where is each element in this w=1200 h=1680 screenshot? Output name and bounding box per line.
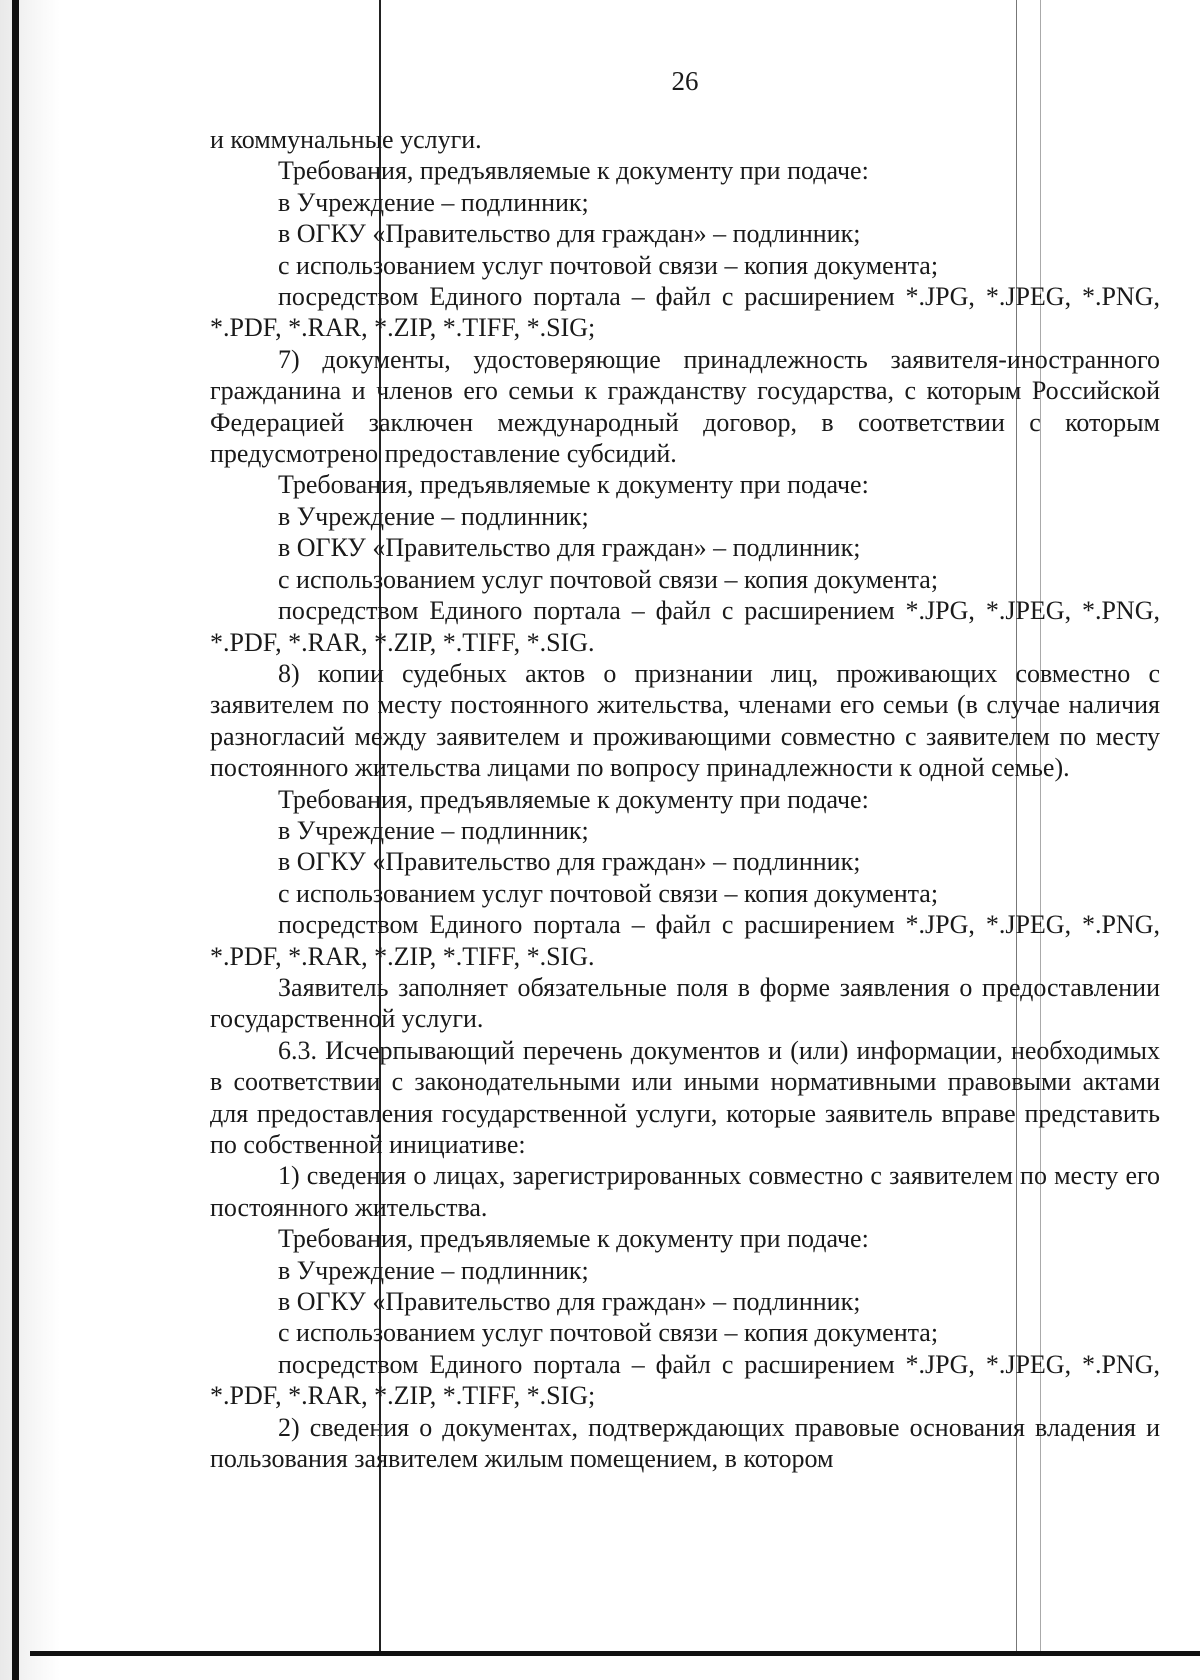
paragraph: Требования, предъявляемые к документу при подаче:: [278, 784, 869, 814]
paragraph: и коммунальные услуги.: [210, 125, 482, 154]
paragraph: с использованием услуг почтовой связи – копия документа;: [278, 878, 939, 908]
paragraph: с использованием услуг почтовой связи – копия документа;: [278, 1318, 939, 1348]
paragraph: Требования, предъявляемые к документу при подаче:: [278, 470, 869, 500]
paragraph: в Учреждение – подлинник;: [278, 815, 589, 845]
paragraph: 7) документы, удостоверяющие принадлежность заявителя-иностранного гражданина и членов его семьи к гражданству государства, с которым Российской Федерацией заключен международный договор, в соответствии с которым предусмотрено предоставление субсидий.: [210, 344, 1160, 469]
paragraph: Требования, предъявляемые к документу при подаче:: [278, 156, 869, 186]
scan-bottom-edge: [30, 1651, 1200, 1656]
paragraph: Требования, предъявляемые к документу при подаче:: [278, 1224, 869, 1254]
paragraph: 6.3. Исчерпывающий перечень документов и (или) информации, необходимых в соответствии с законодательными или иными нормативными правовыми актами для предоставления государственной услуги, которые заявитель вправе представить по собственной инициативе:: [210, 1035, 1160, 1159]
paragraph: в Учреждение – подлинник;: [278, 187, 589, 217]
paragraph: 1) сведения о лицах, зарегистрированных совместно с заявителем по месту его постоянного жительства.: [210, 1161, 1160, 1222]
paragraph: с использованием услуг почтовой связи – копия документа;: [278, 250, 939, 280]
paragraph: с использованием услуг почтовой связи – копия документа;: [278, 564, 939, 594]
paragraph: 8) копии судебных актов о признании лиц, проживающих совместно с заявителем по месту постоянного жительства, членами его семьи (в случае наличия разногласий между заявителем и проживающими совместно с заявителем по месту постоянного жительства лицами по вопросу принадлежности к одной семье).: [210, 658, 1160, 783]
paragraph: в ОГКУ «Правительство для граждан» – подлинник;: [278, 219, 861, 249]
paragraph: Заявитель заполняет обязательные поля в форме заявления о предоставлении государственной услуги.: [210, 972, 1160, 1034]
paragraph: в ОГКУ «Правительство для граждан» – подлинник;: [278, 847, 861, 877]
scan-left-edge: [12, 0, 19, 1680]
paragraph: посредством Единого портала – файл с расширением *.JPG, *.JPEG, *.PNG, *.PDF, *.RAR, *.ZIP, *.TIFF, *.SIG.: [210, 910, 1160, 971]
paragraph: посредством Единого портала – файл с расширением *.JPG, *.JPEG, *.PNG, *.PDF, *.RAR, *.ZIP, *.TIFF, *.SIG;: [210, 1349, 1160, 1411]
document-body: [210, 124, 1160, 1474]
paragraph: в ОГКУ «Правительство для граждан» – подлинник;: [278, 533, 861, 563]
paragraph: посредством Единого портала – файл с расширением *.JPG, *.JPEG, *.PNG, *.PDF, *.RAR, *.ZIP, *.TIFF, *.SIG;: [210, 282, 1160, 343]
paragraph: в ОГКУ «Правительство для граждан» – подлинник;: [278, 1287, 861, 1317]
page-number: 26: [671, 66, 699, 96]
paragraph: 2) сведения о документах, подтверждающих правовые основания владения и пользования заявителем жилым помещением, в котором: [210, 1412, 1160, 1474]
scan-shadow: [0, 0, 60, 1680]
paragraph: в Учреждение – подлинник;: [278, 1255, 589, 1285]
paragraph: в Учреждение – подлинник;: [278, 501, 589, 531]
paragraph: посредством Единого портала – файл с расширением *.JPG, *.JPEG, *.PNG, *.PDF, *.RAR, *.ZIP, *.TIFF, *.SIG.: [210, 596, 1160, 657]
